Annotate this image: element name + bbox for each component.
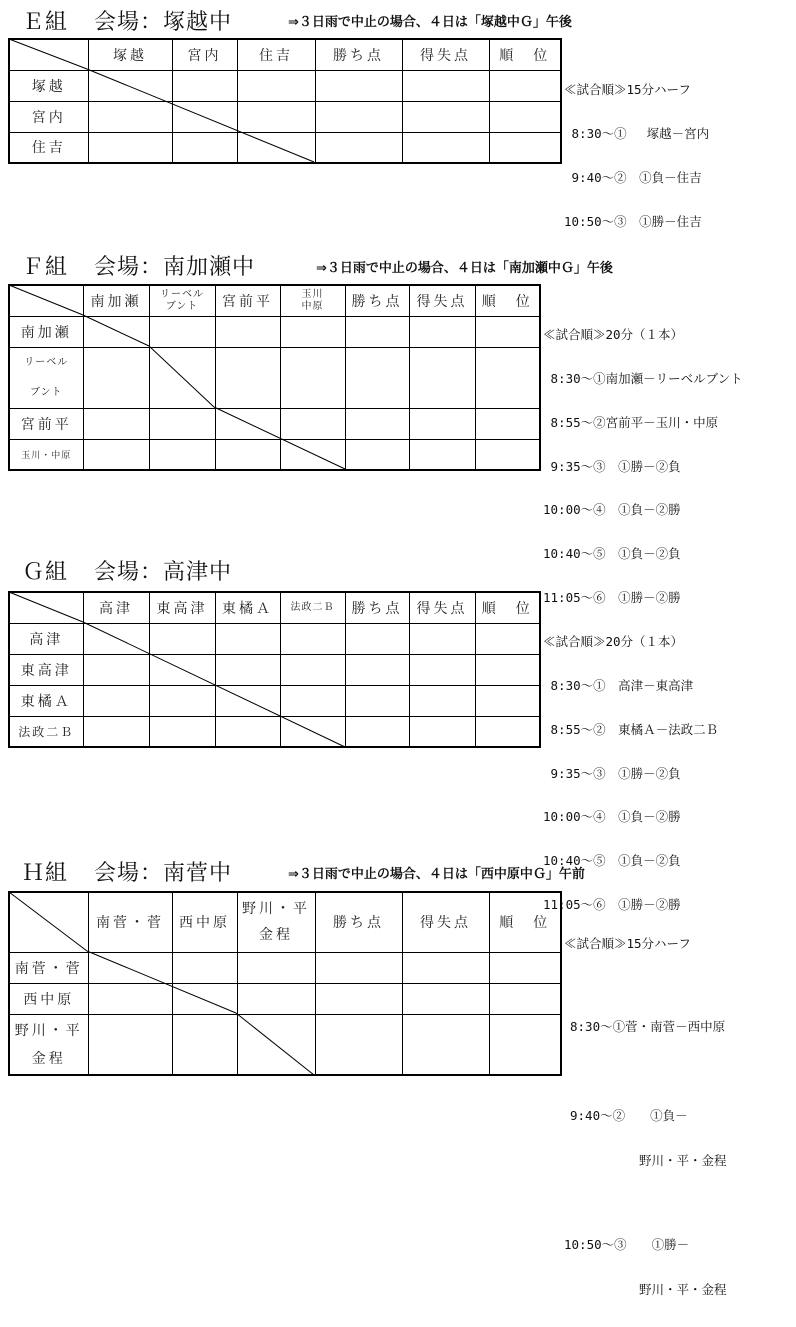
score-cell[interactable] — [280, 623, 345, 654]
col-header-line: リーベル — [160, 288, 204, 300]
points-cell[interactable] — [345, 716, 409, 747]
score-cell[interactable] — [215, 439, 280, 470]
score-cell[interactable] — [280, 408, 345, 439]
corner-cell — [9, 39, 88, 70]
goal-diff-cell[interactable] — [409, 685, 475, 716]
row-header: 法政二Ｂ — [9, 716, 83, 747]
score-cell[interactable] — [280, 439, 345, 470]
score-cell[interactable] — [280, 316, 345, 347]
group-label: Ｆ組 — [22, 255, 69, 280]
score-cell[interactable] — [149, 347, 215, 408]
venue-label: 会場：南菅中 — [94, 861, 233, 886]
row-header: 東高津 — [9, 654, 83, 685]
rank-cell[interactable] — [475, 316, 540, 347]
rank-cell[interactable] — [475, 685, 540, 716]
col-header-line: 金程 — [259, 927, 293, 944]
schedule-line: 10:00～④ ①負－②勝 — [543, 809, 681, 825]
row-header — [9, 347, 83, 408]
schedule-line: 9:35～③ ①勝－②負 — [543, 765, 681, 781]
spacer — [564, 981, 727, 989]
league-table-f — [8, 284, 541, 471]
schedule-line: 8:55～②宮前平－玉川・中原 — [543, 414, 719, 430]
points-cell[interactable] — [345, 408, 409, 439]
points-cell[interactable] — [315, 132, 402, 163]
score-cell[interactable] — [149, 623, 215, 654]
group-label: Ｅ組 — [22, 10, 69, 35]
score-cell[interactable] — [83, 408, 149, 439]
schedule-line: 野川・平・金程 — [564, 1282, 727, 1297]
points-cell[interactable] — [345, 685, 409, 716]
row-header: 玉川・中原 — [9, 439, 83, 470]
rain-note: ⇒３日雨で中止の場合、４日は「西中原中Ｇ」午前 — [288, 867, 585, 882]
goal-diff-cell[interactable] — [409, 408, 475, 439]
row-header: 東橘Ａ — [9, 685, 83, 716]
rank-cell[interactable] — [489, 101, 561, 132]
score-cell[interactable] — [149, 316, 215, 347]
goal-diff-cell[interactable] — [402, 101, 489, 132]
col-header: 得失点 — [402, 39, 489, 70]
points-cell[interactable] — [345, 623, 409, 654]
row-header-line: 金程 — [31, 1050, 66, 1067]
score-cell[interactable] — [215, 623, 280, 654]
col-header: 得失点 — [409, 592, 475, 623]
score-cell[interactable] — [88, 1015, 172, 1075]
row-header: 住吉 — [9, 132, 88, 163]
col-header — [280, 285, 345, 316]
schedule-heading: ≪試合順≫15分ハーフ — [564, 82, 691, 98]
score-cell[interactable] — [83, 439, 149, 470]
schedule-line: 10:00～④ ①負－②勝 — [543, 502, 681, 518]
score-cell[interactable] — [172, 101, 237, 132]
rain-note: ⇒３日雨で中止の場合、４日は「南加瀬中Ｇ」午後 — [316, 261, 613, 276]
goal-diff-cell[interactable] — [409, 716, 475, 747]
schedule-heading: ≪試合順≫20分（１本） — [543, 634, 684, 650]
goal-diff-cell[interactable] — [402, 70, 489, 101]
rank-cell[interactable] — [489, 132, 561, 163]
score-cell[interactable] — [215, 685, 280, 716]
row-header: 宮内 — [9, 101, 88, 132]
league-table-h — [8, 891, 562, 1076]
score-cell[interactable] — [237, 1015, 315, 1075]
row-header: 宮前平 — [9, 408, 83, 439]
col-header: 南菅・菅 — [88, 892, 172, 952]
col-header-line: 中原 — [301, 300, 324, 312]
score-cell[interactable] — [237, 952, 315, 983]
rank-cell[interactable] — [475, 347, 540, 408]
venue-label: 会場：高津中 — [94, 560, 233, 585]
schedule-line: 野川・平・金程 — [564, 1153, 727, 1168]
schedule-line: 11:05～⑥ ①勝－②勝 — [543, 896, 681, 912]
col-header: 得失点 — [402, 892, 489, 952]
points-cell[interactable] — [345, 347, 409, 408]
col-header — [149, 285, 215, 316]
row-header: 塚越 — [9, 70, 88, 101]
score-cell[interactable] — [215, 654, 280, 685]
score-cell[interactable] — [83, 623, 149, 654]
score-cell[interactable] — [237, 70, 315, 101]
col-header: 順 位 — [489, 39, 561, 70]
score-cell[interactable] — [88, 132, 172, 163]
rank-cell[interactable] — [475, 439, 540, 470]
score-cell[interactable] — [88, 983, 172, 1014]
rank-cell[interactable] — [475, 716, 540, 747]
points-cell[interactable] — [315, 70, 402, 101]
goal-diff-cell[interactable] — [409, 654, 475, 685]
row-header — [9, 1015, 88, 1075]
match-schedule-f — [543, 299, 743, 635]
score-cell[interactable] — [280, 347, 345, 408]
schedule-line: 9:35～③ ①勝－②負 — [543, 458, 681, 474]
schedule-line: 8:30～①菅・南菅－西中原 — [570, 1019, 726, 1034]
col-header: 勝ち点 — [315, 892, 402, 952]
col-header: 勝ち点 — [315, 39, 402, 70]
col-header: 東橘Ａ — [215, 592, 280, 623]
score-cell[interactable] — [172, 70, 237, 101]
league-table-g — [8, 591, 541, 748]
score-cell[interactable] — [280, 685, 345, 716]
goal-diff-cell[interactable] — [409, 439, 475, 470]
score-cell[interactable] — [149, 439, 215, 470]
venue-label: 会場：南加瀬中 — [94, 255, 256, 280]
score-cell[interactable] — [280, 716, 345, 747]
col-header: 西中原 — [172, 892, 237, 952]
score-cell[interactable] — [237, 132, 315, 163]
col-header: 順 位 — [475, 285, 540, 316]
rank-cell[interactable] — [489, 70, 561, 101]
goal-diff-cell[interactable] — [409, 623, 475, 654]
points-cell[interactable] — [315, 952, 402, 983]
spacer — [564, 1198, 727, 1207]
league-table-e — [8, 38, 562, 164]
group-f-title — [22, 250, 255, 281]
score-cell[interactable] — [149, 654, 215, 685]
col-header: 塚越 — [88, 39, 172, 70]
rank-cell[interactable] — [489, 952, 561, 983]
score-cell[interactable] — [149, 685, 215, 716]
schedule-line: 8:30～①南加瀬－リーベルブント — [543, 370, 743, 386]
score-cell[interactable] — [83, 316, 149, 347]
score-cell[interactable] — [215, 347, 280, 408]
col-header: 宮内 — [172, 39, 237, 70]
goal-diff-cell[interactable] — [409, 347, 475, 408]
col-header-line: 玉川 — [301, 288, 324, 300]
rank-cell[interactable] — [475, 623, 540, 654]
score-cell[interactable] — [83, 654, 149, 685]
score-cell[interactable] — [215, 716, 280, 747]
corner-cell — [9, 285, 83, 316]
col-header: 勝ち点 — [345, 285, 409, 316]
score-cell[interactable] — [172, 983, 237, 1014]
goal-diff-cell[interactable] — [402, 1015, 489, 1075]
rank-cell[interactable] — [489, 983, 561, 1014]
schedule-line: 8:30～① 高津－東高津 — [543, 677, 694, 693]
rank-cell[interactable] — [475, 408, 540, 439]
rain-note: ⇒３日雨で中止の場合、４日は「塚越中Ｇ」午後 — [288, 15, 572, 30]
col-header: 宮前平 — [215, 285, 280, 316]
score-cell[interactable] — [172, 1015, 237, 1075]
col-header: 順 位 — [475, 592, 540, 623]
score-cell[interactable] — [149, 716, 215, 747]
group-label: Ｈ組 — [22, 861, 69, 886]
row-header-line: 野川・平 — [14, 1022, 83, 1039]
match-schedule-h — [564, 906, 727, 1327]
corner-cell — [9, 892, 88, 952]
schedule-line: 11:05～⑥ ①勝－②勝 — [543, 589, 681, 605]
group-label: Ｇ組 — [22, 560, 69, 585]
points-cell[interactable] — [315, 983, 402, 1014]
schedule-line: 9:40～② ①負－住吉 — [564, 169, 702, 185]
goal-diff-cell[interactable] — [409, 316, 475, 347]
score-cell[interactable] — [215, 408, 280, 439]
points-cell[interactable] — [315, 1015, 402, 1075]
schedule-line: 10:50～③ ①勝－ — [564, 1237, 690, 1252]
group-h-title — [22, 856, 232, 887]
col-header: 南加瀬 — [83, 285, 149, 316]
score-cell[interactable] — [88, 952, 172, 983]
score-cell[interactable] — [280, 654, 345, 685]
points-cell[interactable] — [315, 101, 402, 132]
spacer — [564, 1064, 727, 1078]
row-header: 高津 — [9, 623, 83, 654]
col-header: 順 位 — [489, 892, 561, 952]
schedule-heading: ≪試合順≫15分ハーフ — [564, 936, 691, 951]
row-header: 南加瀬 — [9, 316, 83, 347]
schedule-line: 8:30～① 塚越－宮内 — [564, 125, 710, 141]
col-header-line: 野川・平 — [242, 901, 310, 918]
points-cell[interactable] — [345, 654, 409, 685]
corner-cell — [9, 592, 83, 623]
goal-diff-cell[interactable] — [402, 132, 489, 163]
rank-cell[interactable] — [489, 1015, 561, 1075]
points-cell[interactable] — [345, 439, 409, 470]
schedule-line: 9:40～② ①負－ — [570, 1108, 688, 1123]
score-cell[interactable] — [88, 101, 172, 132]
schedule-line: 8:55～② 東橘Ａ－法政二Ｂ — [543, 721, 719, 737]
col-header: 高津 — [83, 592, 149, 623]
col-header: 東高津 — [149, 592, 215, 623]
score-cell[interactable] — [215, 316, 280, 347]
score-cell[interactable] — [172, 132, 237, 163]
row-header-line: リーベル — [24, 356, 69, 368]
score-cell[interactable] — [237, 983, 315, 1014]
col-header — [237, 892, 315, 952]
goal-diff-cell[interactable] — [402, 952, 489, 983]
match-schedule-g — [543, 606, 718, 942]
score-cell[interactable] — [83, 685, 149, 716]
schedule-heading: ≪試合順≫20分（１本） — [543, 327, 684, 343]
points-cell[interactable] — [345, 316, 409, 347]
schedule-line: 10:50～③ ①勝－住吉 — [564, 213, 702, 229]
row-header: 南菅・菅 — [9, 952, 88, 983]
schedule-line: 10:40～⑤ ①負－②負 — [543, 853, 681, 869]
schedule-line: 10:40～⑤ ①負－②負 — [543, 546, 681, 562]
score-cell[interactable] — [83, 716, 149, 747]
score-cell[interactable] — [83, 347, 149, 408]
rank-cell[interactable] — [475, 654, 540, 685]
row-header-line: ブント — [29, 386, 63, 398]
score-cell[interactable] — [88, 70, 172, 101]
score-cell[interactable] — [149, 408, 215, 439]
score-cell[interactable] — [172, 952, 237, 983]
col-header: 法政二Ｂ — [280, 592, 345, 623]
score-cell[interactable] — [237, 101, 315, 132]
col-header: 住吉 — [237, 39, 315, 70]
col-header: 勝ち点 — [345, 592, 409, 623]
venue-label: 会場：塚越中 — [94, 10, 233, 35]
match-schedule-e — [564, 54, 709, 258]
group-e-title — [22, 5, 232, 36]
goal-diff-cell[interactable] — [402, 983, 489, 1014]
col-header: 得失点 — [409, 285, 475, 316]
row-header: 西中原 — [9, 983, 88, 1014]
group-g-title — [22, 555, 232, 586]
col-header-line: ブント — [165, 300, 199, 312]
